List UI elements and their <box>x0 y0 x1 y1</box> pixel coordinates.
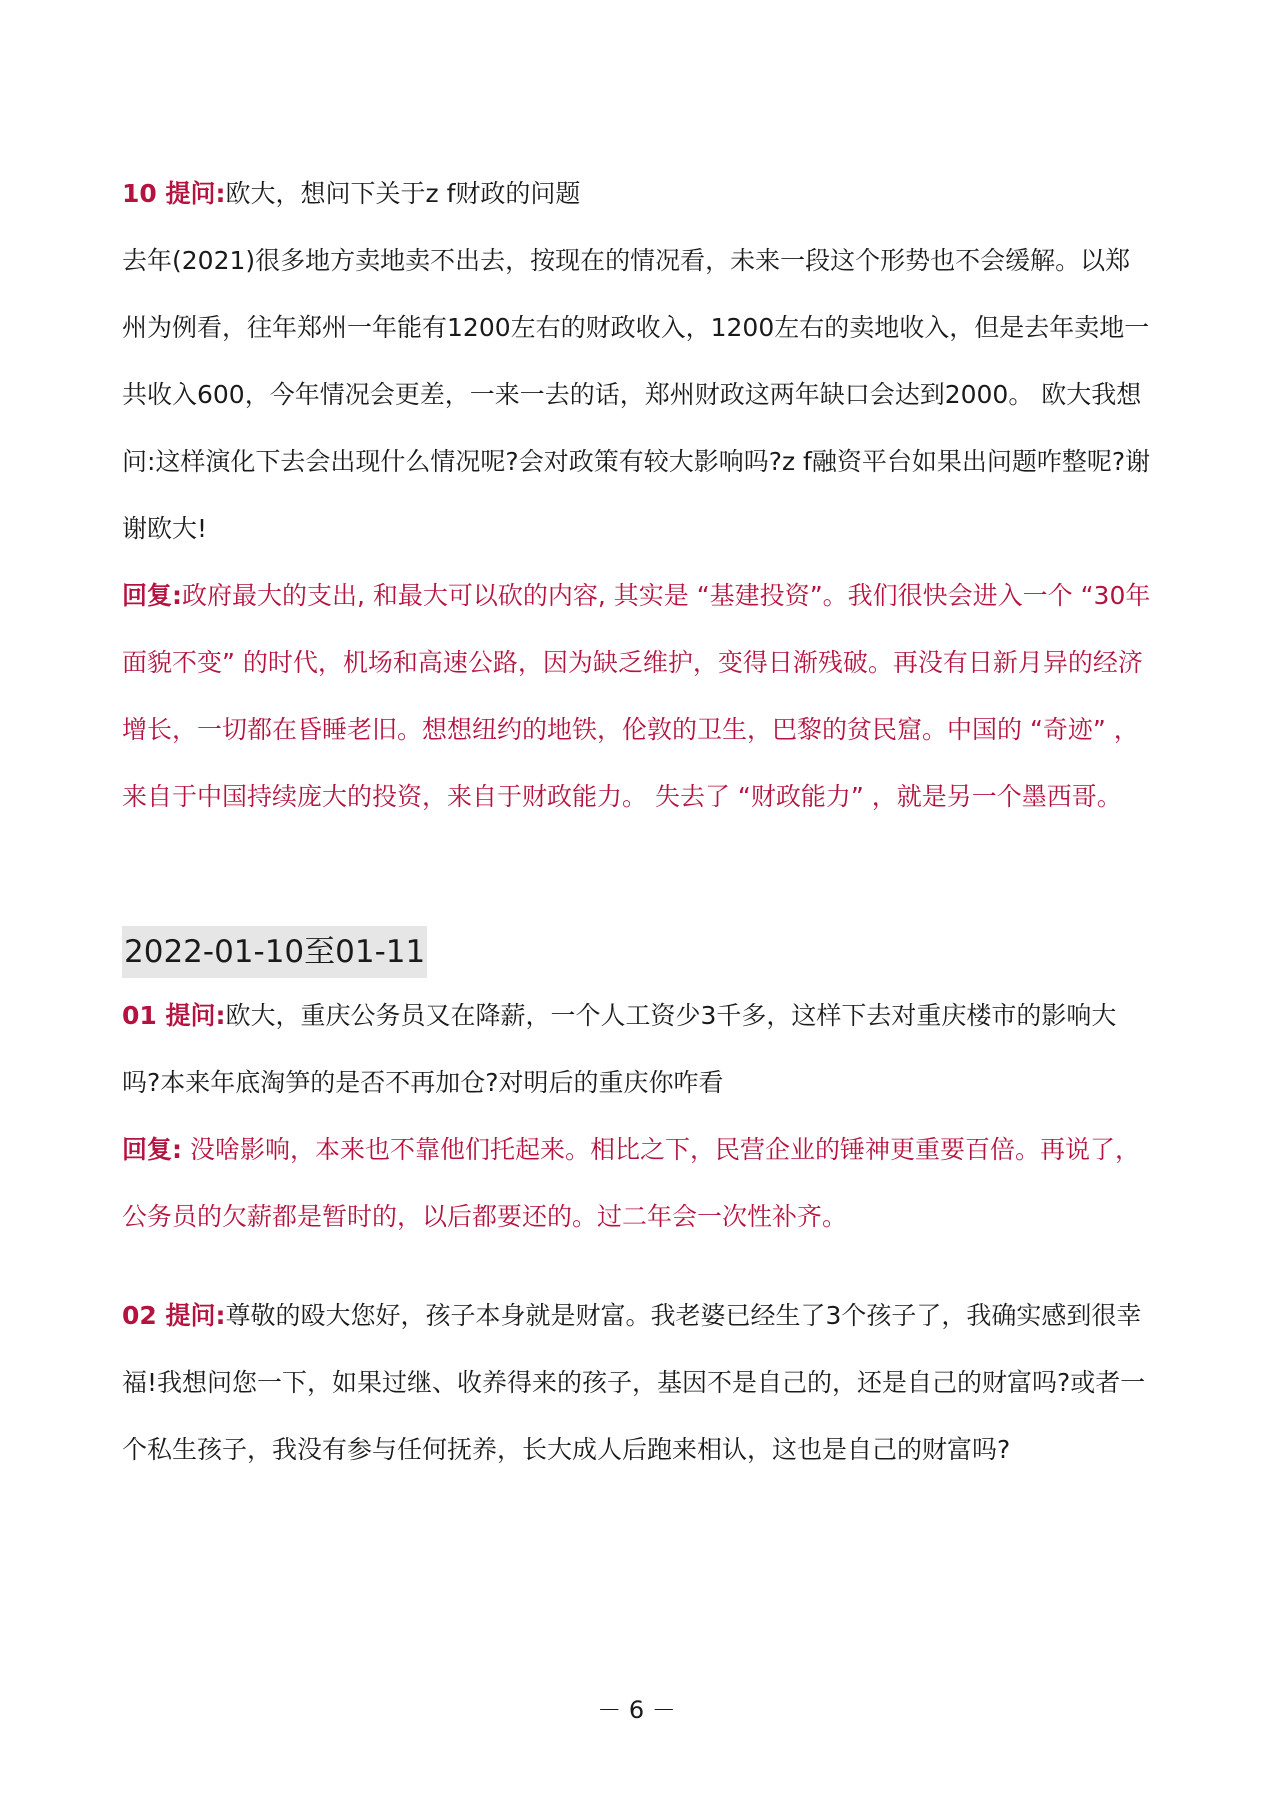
question-02 <box>122 1282 1152 1483</box>
question-10-body: 去年(2021)很多地方卖地卖不出去，按现在的情况看，未来一段这个形势也不会缓解。以郑州为例看，往年郑州一年能有1200左右的财政收入，1200左右的卖地收入，但是去年卖地一共收入600，今年情况会更差，一来一去的话，郑州财政这两年缺口会达到2000。 欧大我想问:这样演化下去会出现什么情况呢?会对政策有较大影响吗?z f融资平台如果出问题咋整呢?谢谢欧大! <box>122 246 1151 543</box>
reply-10-label: 回复: <box>122 581 182 610</box>
question-02-label: 02 提问: <box>122 1301 226 1330</box>
spacer <box>122 830 1152 922</box>
reply-10-text: 政府最大的支出, 和最大可以砍的内容, 其实是 “基建投资”。我们很快会进入一个 “30年面貌不变” 的时代，机场和高速公路，因为缺乏维护，变得日渐残破。再没有日新月异的经济增长，一切都在昏睡老旧。想想纽约的地铁，伦敦的卫生，巴黎的贫民窟。中国的 “奇迹” ，来自于中国持续庞大的投资，来自于财政能力。 失去了 “财政能力” ，就是另一个墨西哥。 <box>122 581 1151 811</box>
reply-01-text: 没啥影响，本来也不靠他们托起来。相比之下，民营企业的锤神更重要百倍。再说了，公务员的欠薪都是暂时的，以后都要还的。过二年会一次性补齐。 <box>122 1135 1140 1231</box>
reply-01 <box>122 1116 1152 1250</box>
question-01-text: 欧大，重庆公务员又在降薪，一个人工资少3千多，这样下去对重庆楼市的影响大吗?本来年底淘笋的是否不再加仓?对明后的重庆你咋看 <box>122 1001 1117 1097</box>
question-02-text: 尊敬的殴大您好，孩子本身就是财富。我老婆已经生了3个孩子了，我确实感到很幸福!我想问您一下，如果过继、收养得来的孩子，基因不是自己的，还是自己的财富吗?或者一个私生孩子，我没有参与任何抚养，长大成人后跑来相认，这也是自己的财富吗? <box>122 1301 1146 1464</box>
spacer <box>122 1250 1152 1282</box>
question-10-label: 10 提问: <box>122 179 226 208</box>
reply-10 <box>122 562 1152 830</box>
question-10-title <box>122 160 1152 227</box>
section-date-heading: 2022-01-10至01-11 <box>122 926 427 978</box>
document-body <box>122 160 1152 1483</box>
page-number: － 6 － <box>597 1696 676 1724</box>
question-01-label: 01 提问: <box>122 1001 226 1030</box>
reply-01-label: 回复: <box>122 1135 182 1164</box>
question-10-text-line-1: 欧大，想问下关于z f财政的问题 <box>225 179 581 208</box>
question-01 <box>122 982 1152 1116</box>
date-heading-wrap <box>122 922 1152 982</box>
